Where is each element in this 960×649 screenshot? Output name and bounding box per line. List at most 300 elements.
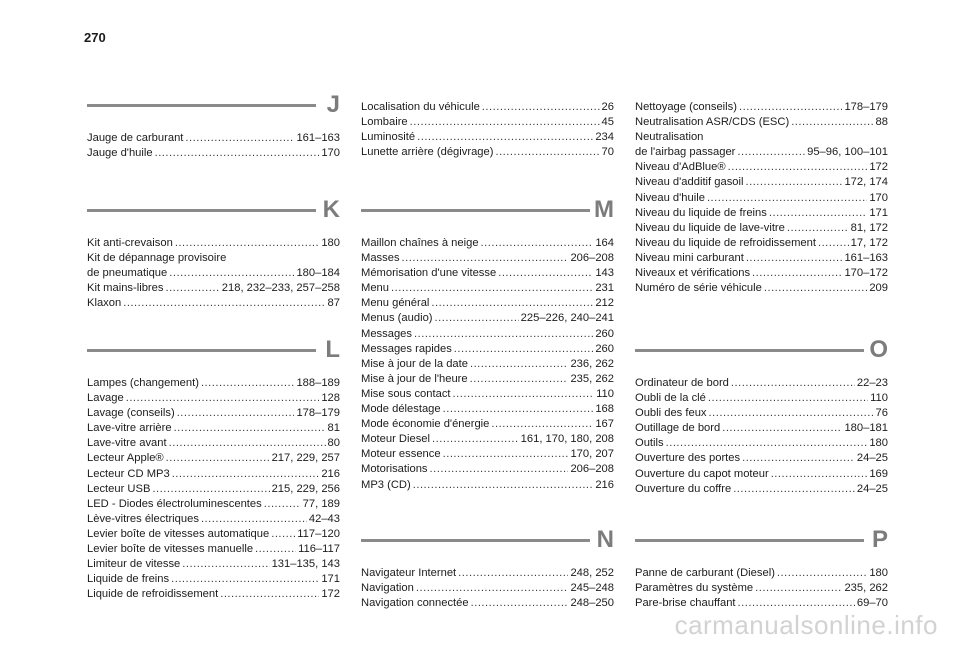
page-reference: 26 [601, 101, 614, 113]
index-term: Paramètres du système [635, 582, 754, 595]
dot-leader [123, 296, 325, 311]
dot-leader [708, 391, 868, 406]
dot-leader [771, 467, 868, 482]
dot-leader [755, 581, 842, 596]
index-section-k [87, 196, 340, 311]
page-reference: 216 [595, 478, 614, 491]
index-section-l [87, 336, 340, 602]
page-reference: 171 [321, 573, 340, 586]
page-reference: 206–208 [570, 252, 614, 265]
index-term: Limiteur de vitesse [87, 558, 181, 571]
dot-leader [739, 100, 842, 115]
index-entry-list [87, 236, 340, 311]
index-entry [635, 482, 888, 497]
dot-leader [443, 447, 569, 462]
page-reference: 172 [869, 161, 888, 174]
dot-leader [752, 266, 842, 281]
index-section-j [87, 91, 340, 161]
index-entry [635, 175, 888, 190]
index-term: Motorisations [361, 463, 428, 476]
index-term: Mode délestage [361, 403, 441, 416]
index-entry [87, 251, 340, 266]
page-reference: 212 [595, 297, 614, 310]
index-entry [361, 266, 614, 281]
index-entry [361, 417, 614, 432]
index-term: Panne de carburant (Diesel) [635, 567, 775, 579]
dot-leader [481, 236, 594, 251]
page-reference: 225–226, 240–241 [520, 312, 614, 325]
dot-leader [220, 587, 319, 602]
index-entry [87, 527, 340, 542]
page-reference: 217, 229, 257 [271, 452, 340, 465]
page-reference: 170 [321, 147, 340, 160]
index-entry [635, 100, 888, 115]
index-term: Menu [361, 282, 389, 295]
index-entry [635, 566, 888, 581]
dot-leader [185, 131, 294, 146]
index-term: Menus (audio) [361, 312, 433, 325]
index-entry [361, 130, 614, 145]
dot-leader [391, 281, 593, 296]
page-reference: 117–120 [297, 527, 340, 540]
index-entry [635, 266, 888, 281]
dot-leader [126, 391, 320, 406]
dot-leader [174, 421, 326, 436]
index-entry [361, 296, 614, 311]
dot-leader [271, 527, 295, 542]
section-letter: N [596, 526, 614, 553]
section-divider [635, 539, 864, 542]
index-term: Mémorisation d'une vitesse [361, 267, 497, 280]
index-term: Lecteur Apple® [87, 452, 164, 465]
index-term: Levier boîte de vitesses manuelle [87, 543, 254, 556]
index-term: Localisation du véhicule [361, 101, 480, 113]
index-term: de pneumatique [87, 267, 168, 280]
page-reference: 218, 232–233, 257–258 [221, 282, 340, 295]
dot-leader [769, 206, 867, 221]
page-reference: 169 [869, 467, 888, 480]
index-entry [635, 421, 888, 436]
index-entry [87, 497, 340, 512]
dot-leader [470, 357, 568, 372]
index-entry [635, 130, 888, 145]
page-reference: 128 [321, 392, 340, 405]
dot-leader [737, 145, 805, 160]
index-term: Niveau d'huile [635, 191, 705, 204]
index-entry [361, 357, 614, 372]
page-reference: 87 [327, 297, 340, 310]
section-divider [87, 104, 316, 107]
index-entry [87, 512, 340, 527]
index-term: LED - Diodes électroluminescentes [87, 497, 262, 510]
page-reference: 95–96, 100–101 [807, 146, 888, 159]
index-term: Mise sous contact [361, 387, 451, 400]
dot-leader [169, 436, 326, 451]
index-term: Liquide de freins [87, 573, 170, 586]
index-entry [87, 266, 340, 281]
index-entry [635, 160, 888, 175]
index-term: Ordinateur de bord [635, 377, 729, 389]
index-term: Maillon chaînes à neige [361, 237, 479, 249]
dot-leader [458, 566, 568, 581]
index-entry [361, 462, 614, 477]
page-reference: 178–179 [296, 407, 340, 420]
dot-leader [745, 175, 842, 190]
index-entry [87, 236, 340, 251]
page-reference: 235, 262 [844, 582, 888, 595]
index-entry [635, 376, 888, 391]
index-section-p [635, 526, 888, 611]
index-entry [361, 236, 614, 251]
section-header [361, 196, 614, 236]
page-reference: 24–25 [856, 452, 888, 465]
index-term: Lampes (changement) [87, 377, 199, 389]
page-reference: 170–172 [844, 267, 888, 280]
dot-leader [454, 342, 594, 357]
index-term: Ouverture des portes [635, 452, 741, 465]
index-term: Jauge de carburant [87, 132, 184, 144]
index-term: Mise à jour de la date [361, 357, 468, 370]
index-entry [635, 281, 888, 296]
page-reference: 172, 174 [844, 176, 888, 189]
dot-leader [201, 512, 307, 527]
dot-leader [416, 581, 569, 596]
page-reference: 180–181 [844, 422, 888, 435]
section-letter: J [326, 91, 340, 118]
page-reference: 167 [595, 418, 614, 431]
section-divider [87, 209, 316, 212]
index-entry [361, 402, 614, 417]
index-entry-list [361, 236, 614, 493]
dot-leader [152, 482, 269, 497]
page-reference: 180 [321, 237, 340, 249]
dot-leader [733, 482, 855, 497]
index-entry [87, 421, 340, 436]
index-term: Ouverture du capot moteur [635, 467, 769, 480]
index-term: Niveau du liquide de lave-vitre [635, 221, 785, 234]
page-reference: 69–70 [856, 597, 888, 610]
index-term: Navigation [361, 582, 414, 595]
dot-leader [435, 311, 519, 326]
index-entry-list [87, 131, 340, 161]
index-section-m [361, 196, 614, 493]
index-section-o [635, 336, 888, 497]
index-term: Masses [361, 252, 400, 265]
index-term: Lecteur USB [87, 482, 151, 495]
index-entry-list [87, 376, 340, 602]
index-entry [635, 451, 888, 466]
index-section-continued [361, 100, 614, 160]
index-term: Mise à jour de l'heure [361, 372, 468, 385]
dot-leader [165, 281, 219, 296]
dot-leader [177, 406, 295, 421]
index-term: Lave-vitre arrière [87, 422, 172, 435]
dot-leader [417, 130, 593, 145]
index-entry [635, 206, 888, 221]
index-entry [87, 281, 340, 296]
dot-leader [431, 296, 593, 311]
page-reference: 143 [595, 267, 614, 280]
page-reference: 76 [875, 407, 888, 420]
index-entry [87, 572, 340, 587]
dot-leader [169, 266, 294, 281]
dot-leader [453, 387, 595, 402]
page-reference: 168 [595, 403, 614, 416]
index-entry [361, 115, 614, 130]
dot-leader [155, 146, 320, 161]
index-term: Klaxon [87, 297, 122, 310]
dot-leader [443, 402, 594, 417]
page-reference: 77, 189 [302, 497, 340, 510]
page-reference: 170, 207 [570, 448, 614, 461]
index-entry [361, 281, 614, 296]
section-divider [361, 539, 590, 542]
dot-leader [255, 542, 296, 557]
page-reference: 81, 172 [850, 221, 888, 234]
page-reference: 161–163 [296, 132, 340, 144]
section-header [87, 196, 340, 236]
index-term: Niveaux et vérifications [635, 267, 751, 280]
page-reference: 248, 252 [570, 567, 614, 579]
section-header [87, 336, 340, 376]
index-term: Lave-vitre avant [87, 437, 167, 450]
dot-leader [787, 221, 849, 236]
section-letter: P [871, 526, 888, 553]
index-term: Outils [635, 437, 664, 450]
dot-leader [410, 115, 600, 130]
page-reference: 188–189 [296, 377, 340, 389]
index-term: Navigateur Internet [361, 567, 457, 579]
page-reference: 116–117 [298, 543, 340, 556]
section-divider [361, 209, 590, 212]
dot-leader [818, 236, 849, 251]
index-term: Moteur essence [361, 448, 441, 461]
dot-leader [175, 236, 320, 251]
dot-leader [171, 572, 319, 587]
dot-leader [498, 266, 593, 281]
index-term: Niveau du liquide de freins [635, 206, 767, 219]
index-entry [361, 327, 614, 342]
index-term: Niveau d'additif gasoil [635, 176, 744, 189]
index-term: de l'airbag passager [635, 146, 736, 159]
page-reference: 45 [601, 116, 614, 129]
page-reference: 161, 170, 180, 208 [520, 433, 614, 446]
page-reference: 70 [601, 146, 614, 159]
index-entry [87, 146, 340, 161]
page-reference: 260 [595, 342, 614, 355]
index-entry [635, 467, 888, 482]
watermark: carmanualsonline.info [674, 610, 938, 640]
section-letter: K [322, 196, 340, 223]
section-header [635, 526, 888, 566]
page-reference: 17, 172 [850, 236, 888, 249]
index-term: Lavage (conseils) [87, 407, 175, 420]
section-letter: M [594, 196, 614, 223]
index-term: Menu général [361, 297, 430, 310]
dot-leader [402, 251, 569, 266]
index-entry [87, 131, 340, 146]
index-term: Ouverture du coffre [635, 482, 732, 495]
index-entry [361, 100, 614, 115]
index-entry [87, 436, 340, 451]
section-letter: O [869, 336, 888, 363]
page-reference: 171 [869, 206, 888, 219]
index-entry [635, 581, 888, 596]
page-reference: 161–163 [844, 251, 888, 264]
index-term: Niveau d'AdBlue® [635, 161, 726, 174]
index-term: Lève-vitres électriques [87, 512, 199, 525]
index-section-continued [635, 100, 888, 296]
index-term: Oubli de la clé [635, 392, 706, 405]
index-entry [361, 566, 614, 581]
page-reference: 88 [875, 116, 888, 129]
index-term: Lavage [87, 392, 124, 405]
index-entry-list [361, 100, 614, 160]
dot-leader [731, 376, 855, 391]
page-reference: 234 [595, 131, 614, 144]
page-reference: 180–184 [296, 267, 340, 280]
index-entry [635, 436, 888, 451]
index-entry [635, 145, 888, 160]
page-reference: 180 [869, 437, 888, 450]
dot-leader [742, 451, 855, 466]
dot-leader [746, 251, 843, 266]
index-entry [361, 311, 614, 326]
dot-leader [791, 115, 873, 130]
index-entry-list [635, 376, 888, 497]
index-entry [361, 581, 614, 596]
index-term: Outillage de bord [635, 422, 721, 435]
dot-leader [470, 372, 569, 387]
dot-leader [413, 478, 594, 493]
dot-leader [495, 145, 599, 160]
page-reference: 110 [870, 392, 888, 405]
index-term: Pare-brise chauffant [635, 597, 736, 610]
index-entry [635, 236, 888, 251]
index-term: Luminosité [361, 131, 416, 144]
index-term: MP3 (CD) [361, 478, 411, 491]
dot-leader [432, 432, 519, 447]
page-reference: 24–25 [856, 482, 888, 495]
index-entry [361, 145, 614, 160]
page-reference: 42–43 [308, 512, 340, 525]
dot-leader [414, 327, 593, 342]
index-term: Levier boîte de vitesses automatique [87, 527, 270, 540]
index-entry [635, 191, 888, 206]
page-reference: 206–208 [570, 463, 614, 476]
index-entry [361, 432, 614, 447]
index-entry [361, 342, 614, 357]
dot-leader [182, 557, 269, 572]
index-term: Messages [361, 327, 412, 340]
index-entry-list [361, 566, 614, 611]
page-reference: 245–248 [570, 582, 614, 595]
page-reference: 110 [596, 387, 614, 400]
index-entry [361, 478, 614, 493]
dot-leader [709, 406, 874, 421]
index-term: Mode économie d'énergie [361, 418, 490, 431]
index-entry-list [635, 100, 888, 296]
page-reference: 164 [595, 237, 614, 249]
dot-leader [430, 462, 569, 477]
index-term: Kit anti-crevaison [87, 237, 173, 249]
page-reference: 235, 262 [570, 372, 614, 385]
page-reference: 170 [869, 191, 888, 204]
index-term: Neutralisation ASR/CDS (ESC) [635, 116, 790, 129]
index-term: Moteur Diesel [361, 433, 431, 446]
page-reference: 131–135, 143 [271, 558, 340, 571]
page-reference: 178–179 [844, 101, 888, 113]
index-entry [361, 596, 614, 611]
dot-leader [491, 417, 593, 432]
dot-leader [764, 281, 867, 296]
page-reference: 236, 262 [570, 357, 614, 370]
index-entry [87, 376, 340, 391]
dot-leader [172, 467, 320, 482]
index-term: Messages rapides [361, 342, 452, 355]
index-term: Lombaire [361, 116, 408, 129]
index-entry [635, 115, 888, 130]
index-section-n [361, 526, 614, 611]
page-reference: 209 [869, 282, 888, 295]
section-header [361, 526, 614, 566]
section-letter: L [325, 336, 340, 363]
index-entry [87, 451, 340, 466]
index-entry [635, 251, 888, 266]
index-entry [361, 251, 614, 266]
page-reference: 231 [595, 282, 614, 295]
index-entry [635, 221, 888, 236]
dot-leader [471, 596, 569, 611]
page-number: 270 [84, 30, 106, 45]
index-entry [87, 467, 340, 482]
index-term: Numéro de série véhicule [635, 282, 762, 295]
page-reference: 22–23 [856, 377, 888, 389]
dot-leader [722, 421, 842, 436]
dot-leader [201, 376, 295, 391]
index-term: Neutralisation [635, 131, 704, 144]
dot-leader [482, 100, 600, 115]
page-reference: 81 [327, 422, 340, 435]
index-term: Lunette arrière (dégivrage) [361, 146, 494, 159]
index-term: Liquide de refroidissement [87, 588, 219, 601]
index-entry [635, 391, 888, 406]
index-entry [87, 587, 340, 602]
index-term: Jauge d'huile [87, 147, 153, 160]
page-reference: 215, 229, 256 [271, 482, 340, 495]
page-reference: 248–250 [570, 597, 614, 610]
dot-leader [166, 451, 270, 466]
index-entry [87, 391, 340, 406]
index-entry [87, 482, 340, 497]
dot-leader [777, 566, 867, 581]
page-reference: 172 [321, 588, 340, 601]
page-reference: 260 [595, 327, 614, 340]
index-term: Niveau mini carburant [635, 251, 744, 264]
index-term: Kit mains-libres [87, 282, 164, 295]
index-term: Oubli des feux [635, 407, 707, 420]
index-entry [87, 296, 340, 311]
index-entry [87, 557, 340, 572]
section-header [635, 336, 888, 376]
index-entry [361, 387, 614, 402]
index-entry-list [635, 566, 888, 611]
index-term: Kit de dépannage provisoire [87, 252, 227, 265]
index-entry [87, 542, 340, 557]
index-entry [361, 372, 614, 387]
page-reference: 180 [869, 567, 888, 579]
index-entry [635, 406, 888, 421]
